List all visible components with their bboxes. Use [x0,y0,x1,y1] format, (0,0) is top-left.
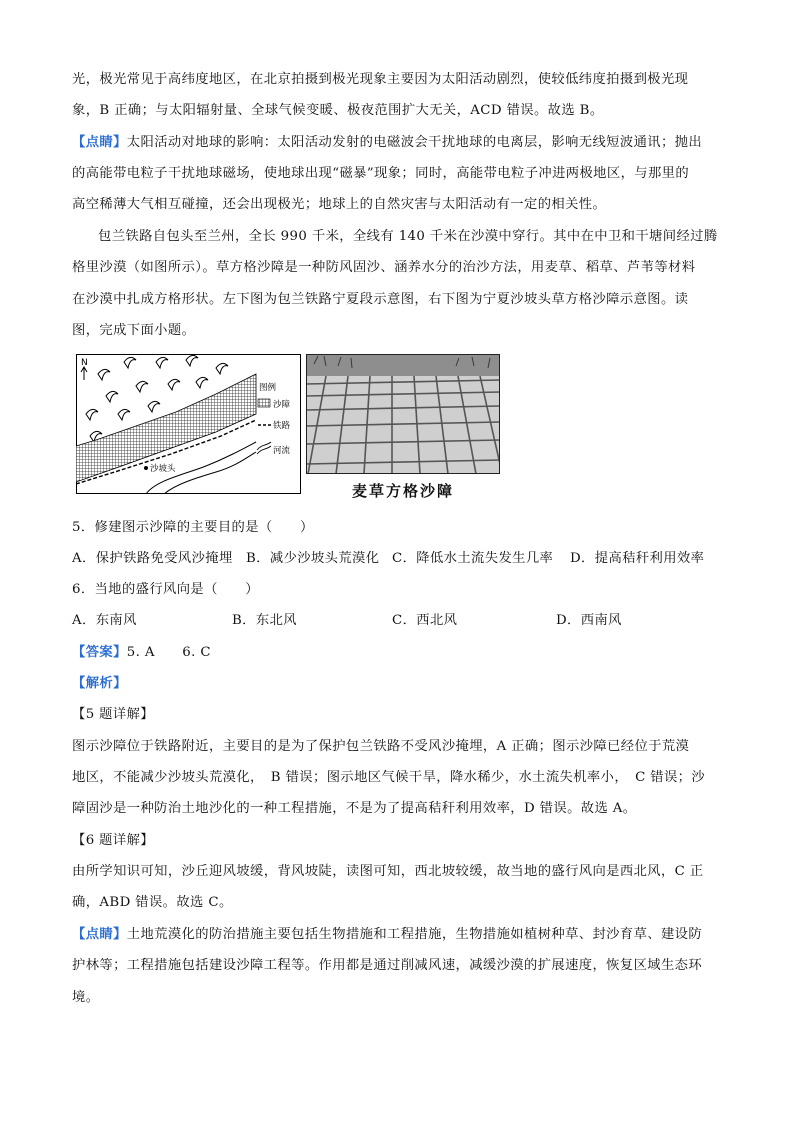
option-b: B．减少沙坡头荒漠化 [246,551,380,566]
answer-label: 【答案】 [72,645,127,660]
text-line: 的高能带电粒子干扰地球磁场，使地球出现“磁暴”现象；同时，高能带电粒子冲进两极地区，与那里的 [72,166,690,181]
legend-sand-barrier-label: 沙障 [273,400,291,410]
legend-title: 图例 [259,383,277,393]
answer-text: 5. A 6. C [126,645,211,660]
text-line [72,131,702,150]
option-c: C．降低水土流失发生几率 [392,551,554,566]
text-line: 在沙漠中扎成方格形状。左下图为包兰铁路宁夏段示意图，右下图为宁夏沙坡头草方格沙障示意图。读 [72,292,689,307]
place-label: 沙坡头 [150,464,176,474]
option-d: D．提高秸秆利用效率 [570,551,705,566]
legend-river-label: 河流 [273,446,291,456]
text-line: 象，B 正确；与太阳辐射量、全球气候变暖、极夜范围扩大无关，ACD 错误。故选 B。 [72,103,604,118]
option-a: A．保护铁路免受风沙掩埋 [72,551,233,566]
option-a: A．东南风 [72,613,137,628]
text-line: 由所学知识可知，沙丘迎风坡缓，背风坡陡，读图可知，西北坡较缓，故当地的盛行风向是西北风，C 正 [72,864,704,879]
analysis-label: 【解析】 [72,676,127,691]
analysis-line [72,672,127,691]
question-6-options [72,609,622,628]
railway-map-figure [76,354,301,494]
question-6-stem: 6．当地的盛行风向是（ ） [72,582,259,597]
text-line: 包兰铁路自包头至兰州，全长 990 千米，全线有 140 千米在沙漠中穿行。其中在中卫和干塘间经过腾 [98,229,718,244]
text-line: 图示沙障位于铁路附近，主要目的是为了保护包兰铁路不受风沙掩埋，A 正确；图示沙障已经位于荒漠 [72,739,690,754]
text-line: 高空稀薄大气相互碰撞，还会出现极光；地球上的自然灾害与太阳活动有一定的相关性。 [72,197,607,212]
text-line: 确，ABD 错误。故选 C。 [72,895,233,910]
option-b: B．东北风 [232,613,297,628]
text-line: 护林等；工程措施包括建设沙障工程等。作用都是通过削减风速，减缓沙漠的扩展速度，恢复区域生态环 [72,958,703,973]
detail-6-heading: 【6 题详解】 [72,833,154,848]
detail-5-heading: 【5 题详解】 [72,707,154,722]
text-line: 地区，不能减少沙坡头荒漠化， B 错误；图示地区气候干旱，降水稀少，水土流失机率小， C 错误；沙 [72,770,706,785]
dianjing-label: 【点睛】 [72,927,127,942]
photo-caption: 麦草方格沙障 [351,482,454,500]
dianjing-label: 【点睛】 [72,135,127,150]
option-d: D．西南风 [556,613,622,628]
text-line [72,923,702,942]
text-content: 土地荒漠化的防治措施主要包括生物措施和工程措施，生物措施如植树种草、封沙育草、建设防 [126,927,703,942]
text-content: 太阳活动对地球的影响：太阳活动发射的电磁波会干扰地球的电离层，影响无线短波通讯；抛出 [126,135,703,150]
straw-checkerboard-photo [306,354,500,504]
text-line: 障固沙是一种防治土地沙化的一种工程措施，不是为了提高秸秆利用效率，D 错误。故选 A。 [72,801,637,816]
legend-sand-barrier-icon [258,399,270,407]
question-5-options [72,547,704,566]
legend-railway-label: 铁路 [273,421,291,431]
option-c: C．西北风 [392,613,458,628]
answer-line [72,641,211,660]
text-line: 图，完成下面小题。 [72,323,196,338]
place-point-icon [144,466,148,470]
text-line: 格里沙漠（如图所示）。草方格沙障是一种防风固沙、涵养水分的治沙方法，用麦草、稻草、芦苇等材料 [72,260,696,275]
text-line: 境。 [72,990,100,1005]
text-line: 光，极光常见于高纬度地区，在北京拍摄到极光现象主要因为太阳活动剧烈，使较低纬度拍摄到极光现 [72,72,689,87]
question-5-stem: 5．修建图示沙障的主要目的是（ ） [72,520,314,535]
north-label: N [81,358,88,368]
